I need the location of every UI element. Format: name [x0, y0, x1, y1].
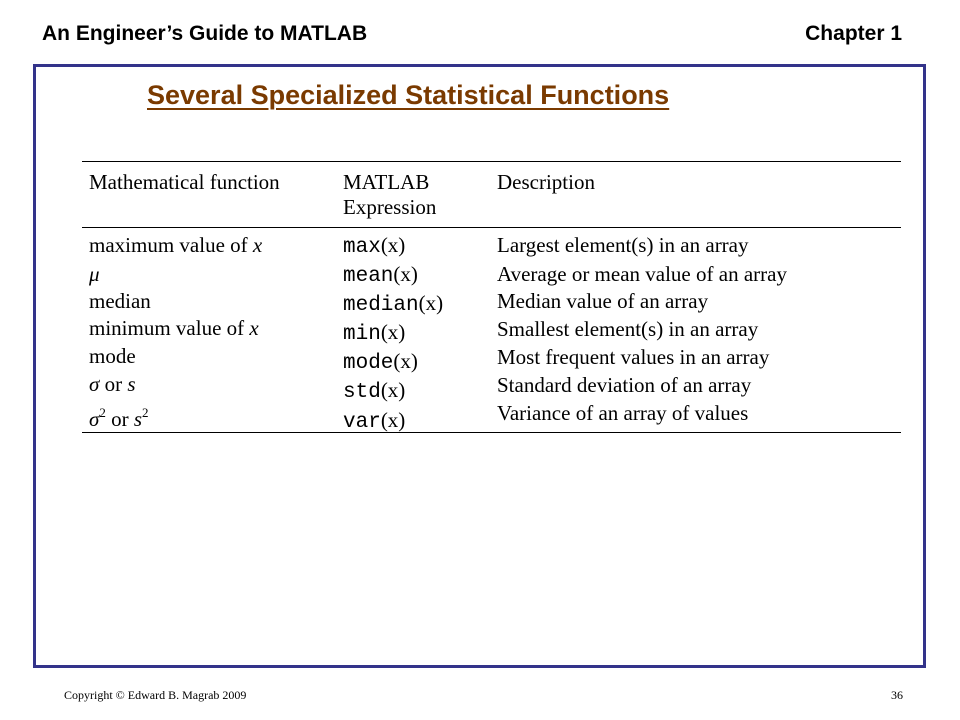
- slide-frame: [33, 64, 926, 668]
- row-min-desc: Smallest element(s) in an array: [497, 317, 759, 341]
- row-var-desc: Variance of an array of values: [497, 401, 749, 425]
- row-max-arg: (x): [380, 233, 406, 257]
- row-max-desc: Largest element(s) in an array: [497, 233, 749, 257]
- row-mode-arg: (x): [393, 349, 418, 373]
- row-var-sigma: σ: [89, 407, 100, 431]
- row-var-math: [89, 400, 149, 432]
- row-std-fn: std: [343, 381, 381, 404]
- row-median-math: median: [89, 289, 151, 313]
- row-std-sigma: σ: [89, 372, 100, 396]
- row-std-math: [89, 372, 136, 397]
- page-number: 36: [891, 688, 903, 702]
- row-var-or: or: [105, 407, 134, 431]
- slide-title: Several Specialized Statistical Functions: [147, 80, 670, 110]
- row-var-arg: (x): [380, 408, 406, 432]
- table-bottom-rule: [82, 432, 901, 433]
- row-std-arg: (x): [380, 378, 406, 402]
- row-max-math: [89, 233, 262, 258]
- row-median-matlab: [343, 291, 443, 318]
- copyright-notice: Copyright © Edward B. Magrab 2009: [64, 688, 247, 702]
- row-var-sigma-sup: 2: [99, 405, 106, 420]
- row-median-arg: (x): [418, 291, 444, 315]
- row-std-or: or: [99, 372, 128, 396]
- row-std-s: s: [127, 372, 136, 396]
- row-mean-fn: mean: [343, 265, 394, 288]
- row-max-math-text: maximum value of: [89, 233, 253, 257]
- row-std-desc: Standard deviation of an array: [497, 373, 752, 397]
- row-var-s: s: [133, 407, 143, 431]
- row-min-math-text: minimum value of: [89, 316, 250, 340]
- row-min-fn: min: [343, 323, 381, 346]
- row-mode-desc: Most frequent values in an array: [497, 345, 770, 369]
- row-max-math-var: x: [252, 233, 263, 257]
- row-max-matlab: [343, 233, 405, 260]
- row-mean-desc: Average or mean value of an array: [497, 262, 787, 286]
- row-mode-fn: mode: [343, 352, 394, 375]
- header-matlab-line2: Expression: [343, 195, 437, 219]
- header-matlab-line1: MATLAB: [343, 170, 430, 194]
- row-var-fn: var: [343, 411, 381, 434]
- book-title: An Engineer’s Guide to MATLAB: [42, 22, 368, 45]
- header-matlab-expression: [343, 170, 483, 220]
- row-mean-arg: (x): [393, 262, 418, 286]
- row-median-desc: Median value of an array: [497, 289, 709, 313]
- row-median-fn: median: [343, 294, 419, 317]
- table-top-rule: [82, 161, 901, 162]
- row-var-matlab: [343, 408, 405, 435]
- chapter-label: Chapter 1: [805, 22, 902, 45]
- row-min-matlab: [343, 320, 405, 347]
- table-header-rule: [82, 227, 901, 228]
- row-std-matlab: [343, 378, 405, 405]
- row-mode-matlab: [343, 349, 418, 376]
- row-mean-math: [89, 262, 100, 287]
- header-description: Description: [497, 170, 595, 194]
- row-mean-matlab: [343, 262, 418, 289]
- row-max-fn: max: [343, 236, 381, 259]
- row-mean-math-var: μ: [89, 262, 100, 286]
- row-var-s-sup: 2: [142, 405, 149, 420]
- row-min-math: [89, 316, 259, 341]
- row-min-math-var: x: [249, 316, 259, 340]
- row-min-arg: (x): [380, 320, 406, 344]
- row-mode-math: mode: [89, 344, 136, 368]
- header-math-function: Mathematical function: [89, 170, 280, 194]
